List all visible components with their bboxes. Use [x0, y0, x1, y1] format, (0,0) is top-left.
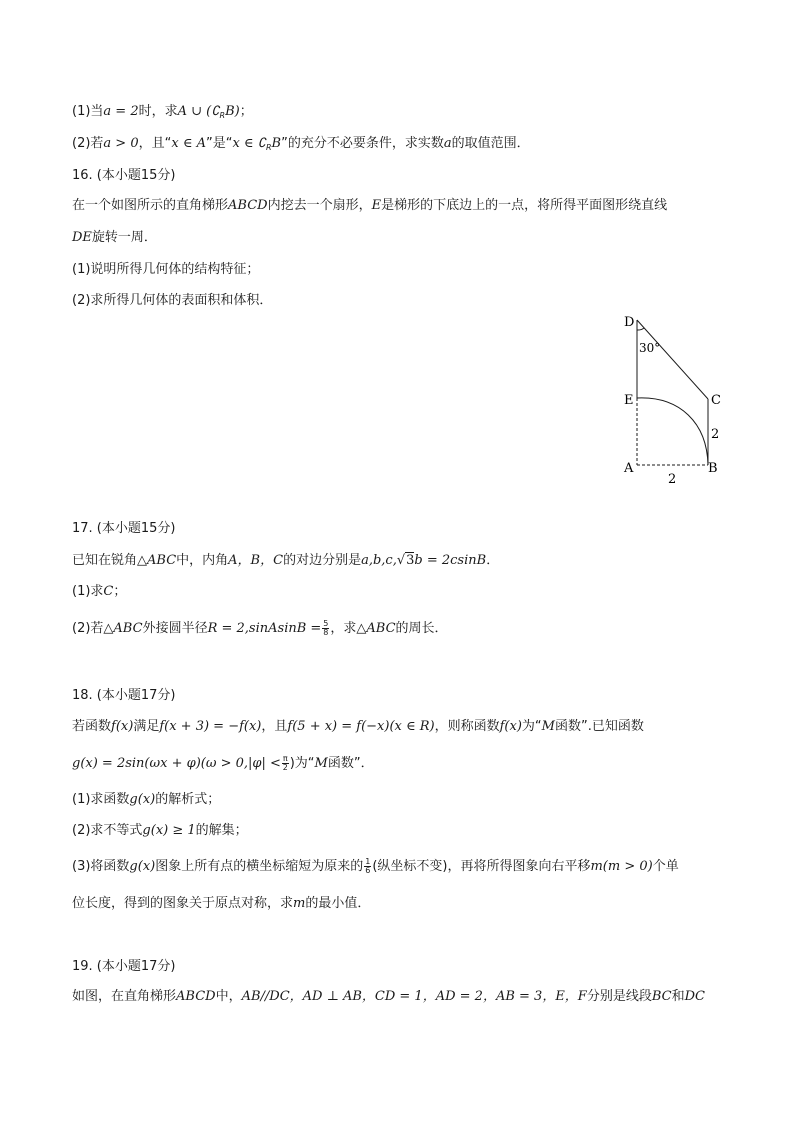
label-angle: 30° — [639, 341, 661, 355]
edge-CD — [637, 320, 708, 399]
q18-stem-line2: g(x) = 2sin(ωx + φ)(ω > 0,|φ| < $\frac{\pi}{2}$ )为“M函数”． — [72, 754, 374, 772]
label-D: D — [624, 315, 635, 330]
q18-part3-line2: 位长度，得到的图象关于原点对称，求m的最小值． — [72, 896, 371, 911]
label-C: C — [711, 393, 721, 408]
label-E: E — [624, 393, 634, 408]
q18-part2: (2)求不等式g(x) ≥ 1的解集； — [72, 823, 248, 838]
fraction-pi-2: $\frac{\pi}{2}$ — [282, 754, 288, 772]
label-B: B — [708, 461, 718, 476]
q17-stem: 已知在锐角△ABC中，内角A，B，C的对边分别是a,b,c,√3b = 2csinB． — [72, 553, 500, 568]
q16-part1: (1)说明所得几何体的结构特征； — [72, 262, 260, 277]
q17-part2: (2)若△ABC外接圆半径R = 2,sinAsinB = $\frac{5}{8}$ ，求△ABC的周长． — [72, 619, 448, 637]
q18-part1: (1)求函数g(x)的解析式； — [72, 792, 221, 807]
q16-figure — [610, 308, 730, 493]
q16-part2: (2)求所得几何体的表面积和体积． — [72, 293, 273, 308]
label-bc-length: 2 — [711, 427, 720, 442]
q17-header: 17. (本小题15分) — [72, 521, 176, 536]
q18-header: 18. (本小题17分) — [72, 688, 176, 703]
q15-part1: (1)当a = 2时，求A ∪ $(∁_RB)$； — [72, 104, 253, 120]
q19-header: 19. (本小题17分) — [72, 959, 176, 974]
q16-header: 16. (本小题15分) — [72, 168, 176, 183]
q18-stem-line1: 若函数f(x)满足f(x + 3) = −f(x)，且f(5 + x) = f(−x)(x ∈ R)，则称函数f(x)为“M函数”.已知函数 — [72, 719, 644, 734]
angle-mark — [637, 328, 644, 330]
label-ab-length: 2 — [668, 472, 677, 487]
q16-stem-line2: DE旋转一周． — [72, 230, 157, 245]
sqrt-sign: √3 — [396, 553, 415, 568]
sector-arc — [637, 398, 708, 465]
label-A: A — [624, 461, 634, 476]
q18-part3-line1: (3)将函数g(x)图象上所有点的横坐标缩短为原来的 $\frac{1}{6}$ (纵坐标不变)，再将所得图象向右平移m(m > 0)个单 — [72, 857, 679, 875]
fraction-1-6: $\frac{1}{6}$ — [365, 857, 371, 875]
q15-part2: (2)若a > 0，且“x ∈ A”是“x ∈ $∁_RB$”的充分不必要条件，求实数a的取值范围． — [72, 136, 530, 152]
q19-stem: 如图，在直角梯形ABCD中，AB//DC，AD ⊥ AB，CD = 1，AD = 2，AB = 3，E，F分别是线段BC和DC — [72, 989, 705, 1004]
q17-part1: (1)求C； — [72, 584, 127, 599]
q16-stem-line1: 在一个如图所示的直角梯形ABCD内挖去一个扇形，E是梯形的下底边上的一点，将所得平面图形绕直线 — [72, 198, 668, 213]
fraction-5-8: $\frac{5}{8}$ — [323, 619, 329, 637]
